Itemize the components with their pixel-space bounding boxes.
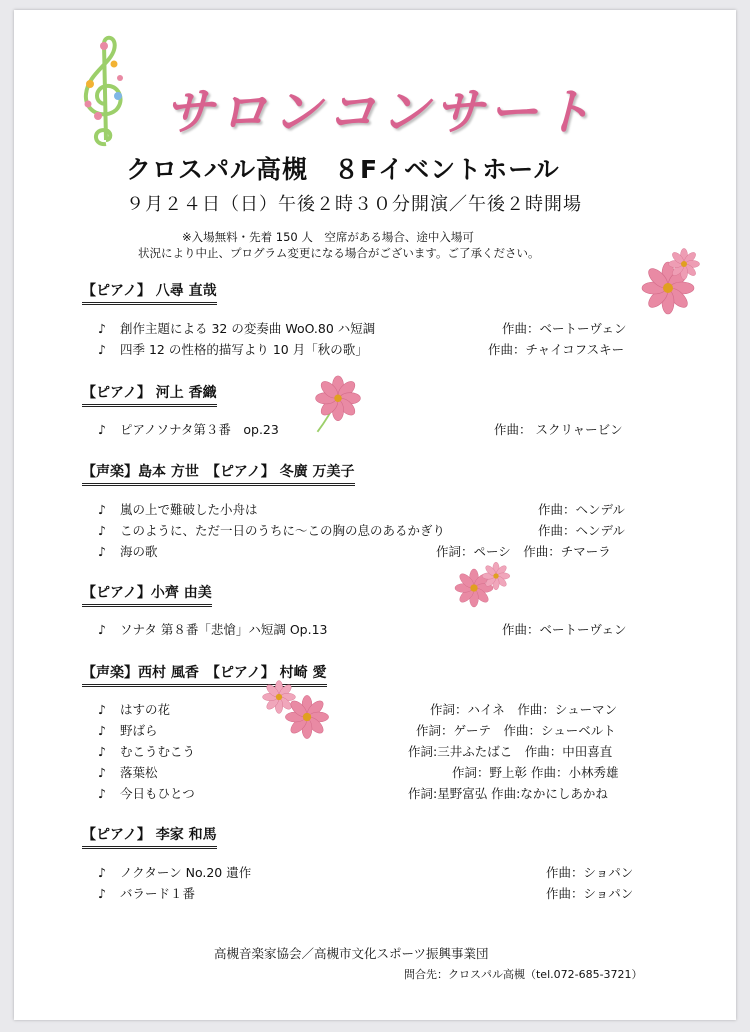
flyer-sheet xyxy=(14,10,736,1020)
music-note-icon: ♪ xyxy=(98,865,106,880)
music-note-icon: ♪ xyxy=(98,886,106,901)
piece-title: このように、ただ一日のうちに～この胸の息のあるかぎり xyxy=(120,523,446,538)
program-item xyxy=(98,863,251,881)
treble-clef-icon xyxy=(74,34,134,149)
piece-title: 落葉松 xyxy=(120,765,158,780)
piece-credit: 作曲：チャイコフスキー xyxy=(488,342,625,357)
program-item xyxy=(98,742,195,760)
piece-credit: 作詞:三井ふたばこ 作曲：中田喜直 xyxy=(408,744,613,759)
music-note-icon: ♪ xyxy=(98,786,106,801)
disclaimer-note: 状況により中止、プログラム変更になる場合がございます。ご了承ください。 xyxy=(138,246,540,260)
music-note-icon: ♪ xyxy=(98,744,106,759)
music-note-icon: ♪ xyxy=(98,765,106,780)
program-item xyxy=(98,340,368,358)
piece-title: 嵐の上で難破した小舟は xyxy=(120,502,258,517)
venue-line: クロスパル高槻 ８Fイベントホール xyxy=(126,155,560,184)
section-header-nishimura: 【声楽】西村 風香 【ピアノ】 村崎 愛 xyxy=(82,662,327,685)
cosmos-flower-icon xyxy=(480,560,512,592)
piece-title: ノクターン No.20 遺作 xyxy=(120,865,252,880)
program-item xyxy=(98,542,158,560)
program-item xyxy=(98,721,158,739)
section-header-kosai: 【ピアノ】小齊 由美 xyxy=(82,582,212,605)
program-item xyxy=(98,784,195,802)
piece-title: むこうむこう xyxy=(120,744,196,759)
music-note-icon: ♪ xyxy=(98,321,106,336)
contact-info: 問合先：クロスパル高槻（tel.072-685-3721） xyxy=(404,968,643,981)
admission-note: ※入場無料・先着 150 人 空席がある場合、途中入場可 xyxy=(182,230,474,244)
piece-credit: 作詞：ゲーテ 作曲：シューベルト xyxy=(416,723,616,738)
piece-title: 四季 12 の性格的描写より 10 月「秋の歌」 xyxy=(120,342,368,357)
program-item xyxy=(98,319,375,337)
section-header-rinoie: 【ピアノ】 李家 和馬 xyxy=(82,824,217,847)
music-note-icon: ♪ xyxy=(98,723,106,738)
section-header-shimamoto: 【声楽】島本 方世 【ピアノ】 冬廣 万美子 xyxy=(82,461,355,484)
music-note-icon: ♪ xyxy=(98,523,106,538)
program-item xyxy=(98,521,445,539)
piece-credit: 作曲：ベートーヴェン xyxy=(502,622,627,637)
page-title: サロンコンサート xyxy=(164,83,596,141)
piece-credit: 作曲：ショパン xyxy=(546,886,634,901)
piece-credit: 作曲：ヘンデル xyxy=(538,523,625,538)
music-note-icon: ♪ xyxy=(98,544,106,559)
music-note-icon: ♪ xyxy=(98,622,106,637)
piece-title: ピアノソナタ第３番 op.23 xyxy=(120,422,279,437)
program-item xyxy=(98,763,158,781)
piece-title: 創作主題による 32 の変奏曲 WoO.80 ハ短調 xyxy=(120,321,376,336)
section-header-kawakami: 【ピアノ】 河上 香織 xyxy=(82,382,217,405)
cosmos-flower-icon xyxy=(666,246,702,282)
cosmos-flower-icon xyxy=(282,692,332,742)
program-item xyxy=(98,420,279,438)
music-note-icon: ♪ xyxy=(98,342,106,357)
piece-credit: 作詞：ハイネ 作曲：シューマン xyxy=(430,702,618,717)
piece-title: バラード１番 xyxy=(120,886,196,901)
piece-credit: 作曲：ベートーヴェン xyxy=(502,321,627,336)
piece-title: 今日もひとつ xyxy=(120,786,195,801)
organizers: 高槻音楽家協会／高槻市文化スポーツ振興事業団 xyxy=(214,946,489,961)
program-item xyxy=(98,700,170,718)
music-note-icon: ♪ xyxy=(98,702,106,717)
program-item xyxy=(98,620,327,638)
piece-credit: 作詞:星野富弘 作曲:なかにしあかね xyxy=(408,786,608,801)
piece-credit: 作詞：野上彰 作曲：小林秀雄 xyxy=(452,765,619,780)
program-item xyxy=(98,884,195,902)
program-item xyxy=(98,500,258,518)
piece-title: 野ばら xyxy=(120,723,158,738)
date-line: ９月２４日（日）午後２時３０分開演／午後２時開場 xyxy=(126,194,582,215)
piece-credit: 作曲： スクリャービン xyxy=(494,422,623,437)
section-header-yahiro: 【ピアノ】 八尋 直哉 xyxy=(82,280,217,303)
piece-credit: 作詞：ペーシ 作曲：チマーラ xyxy=(436,544,611,559)
music-note-icon: ♪ xyxy=(98,502,106,517)
piece-title: はすの花 xyxy=(120,702,171,717)
cosmos-flower-icon xyxy=(310,370,366,434)
music-note-icon: ♪ xyxy=(98,422,106,437)
piece-title: 海の歌 xyxy=(120,544,158,559)
piece-credit: 作曲：ショパン xyxy=(546,865,634,880)
piece-title: ソナタ 第８番「悲愴」ハ短調 Op.13 xyxy=(120,622,328,637)
piece-credit: 作曲：ヘンデル xyxy=(538,502,625,517)
